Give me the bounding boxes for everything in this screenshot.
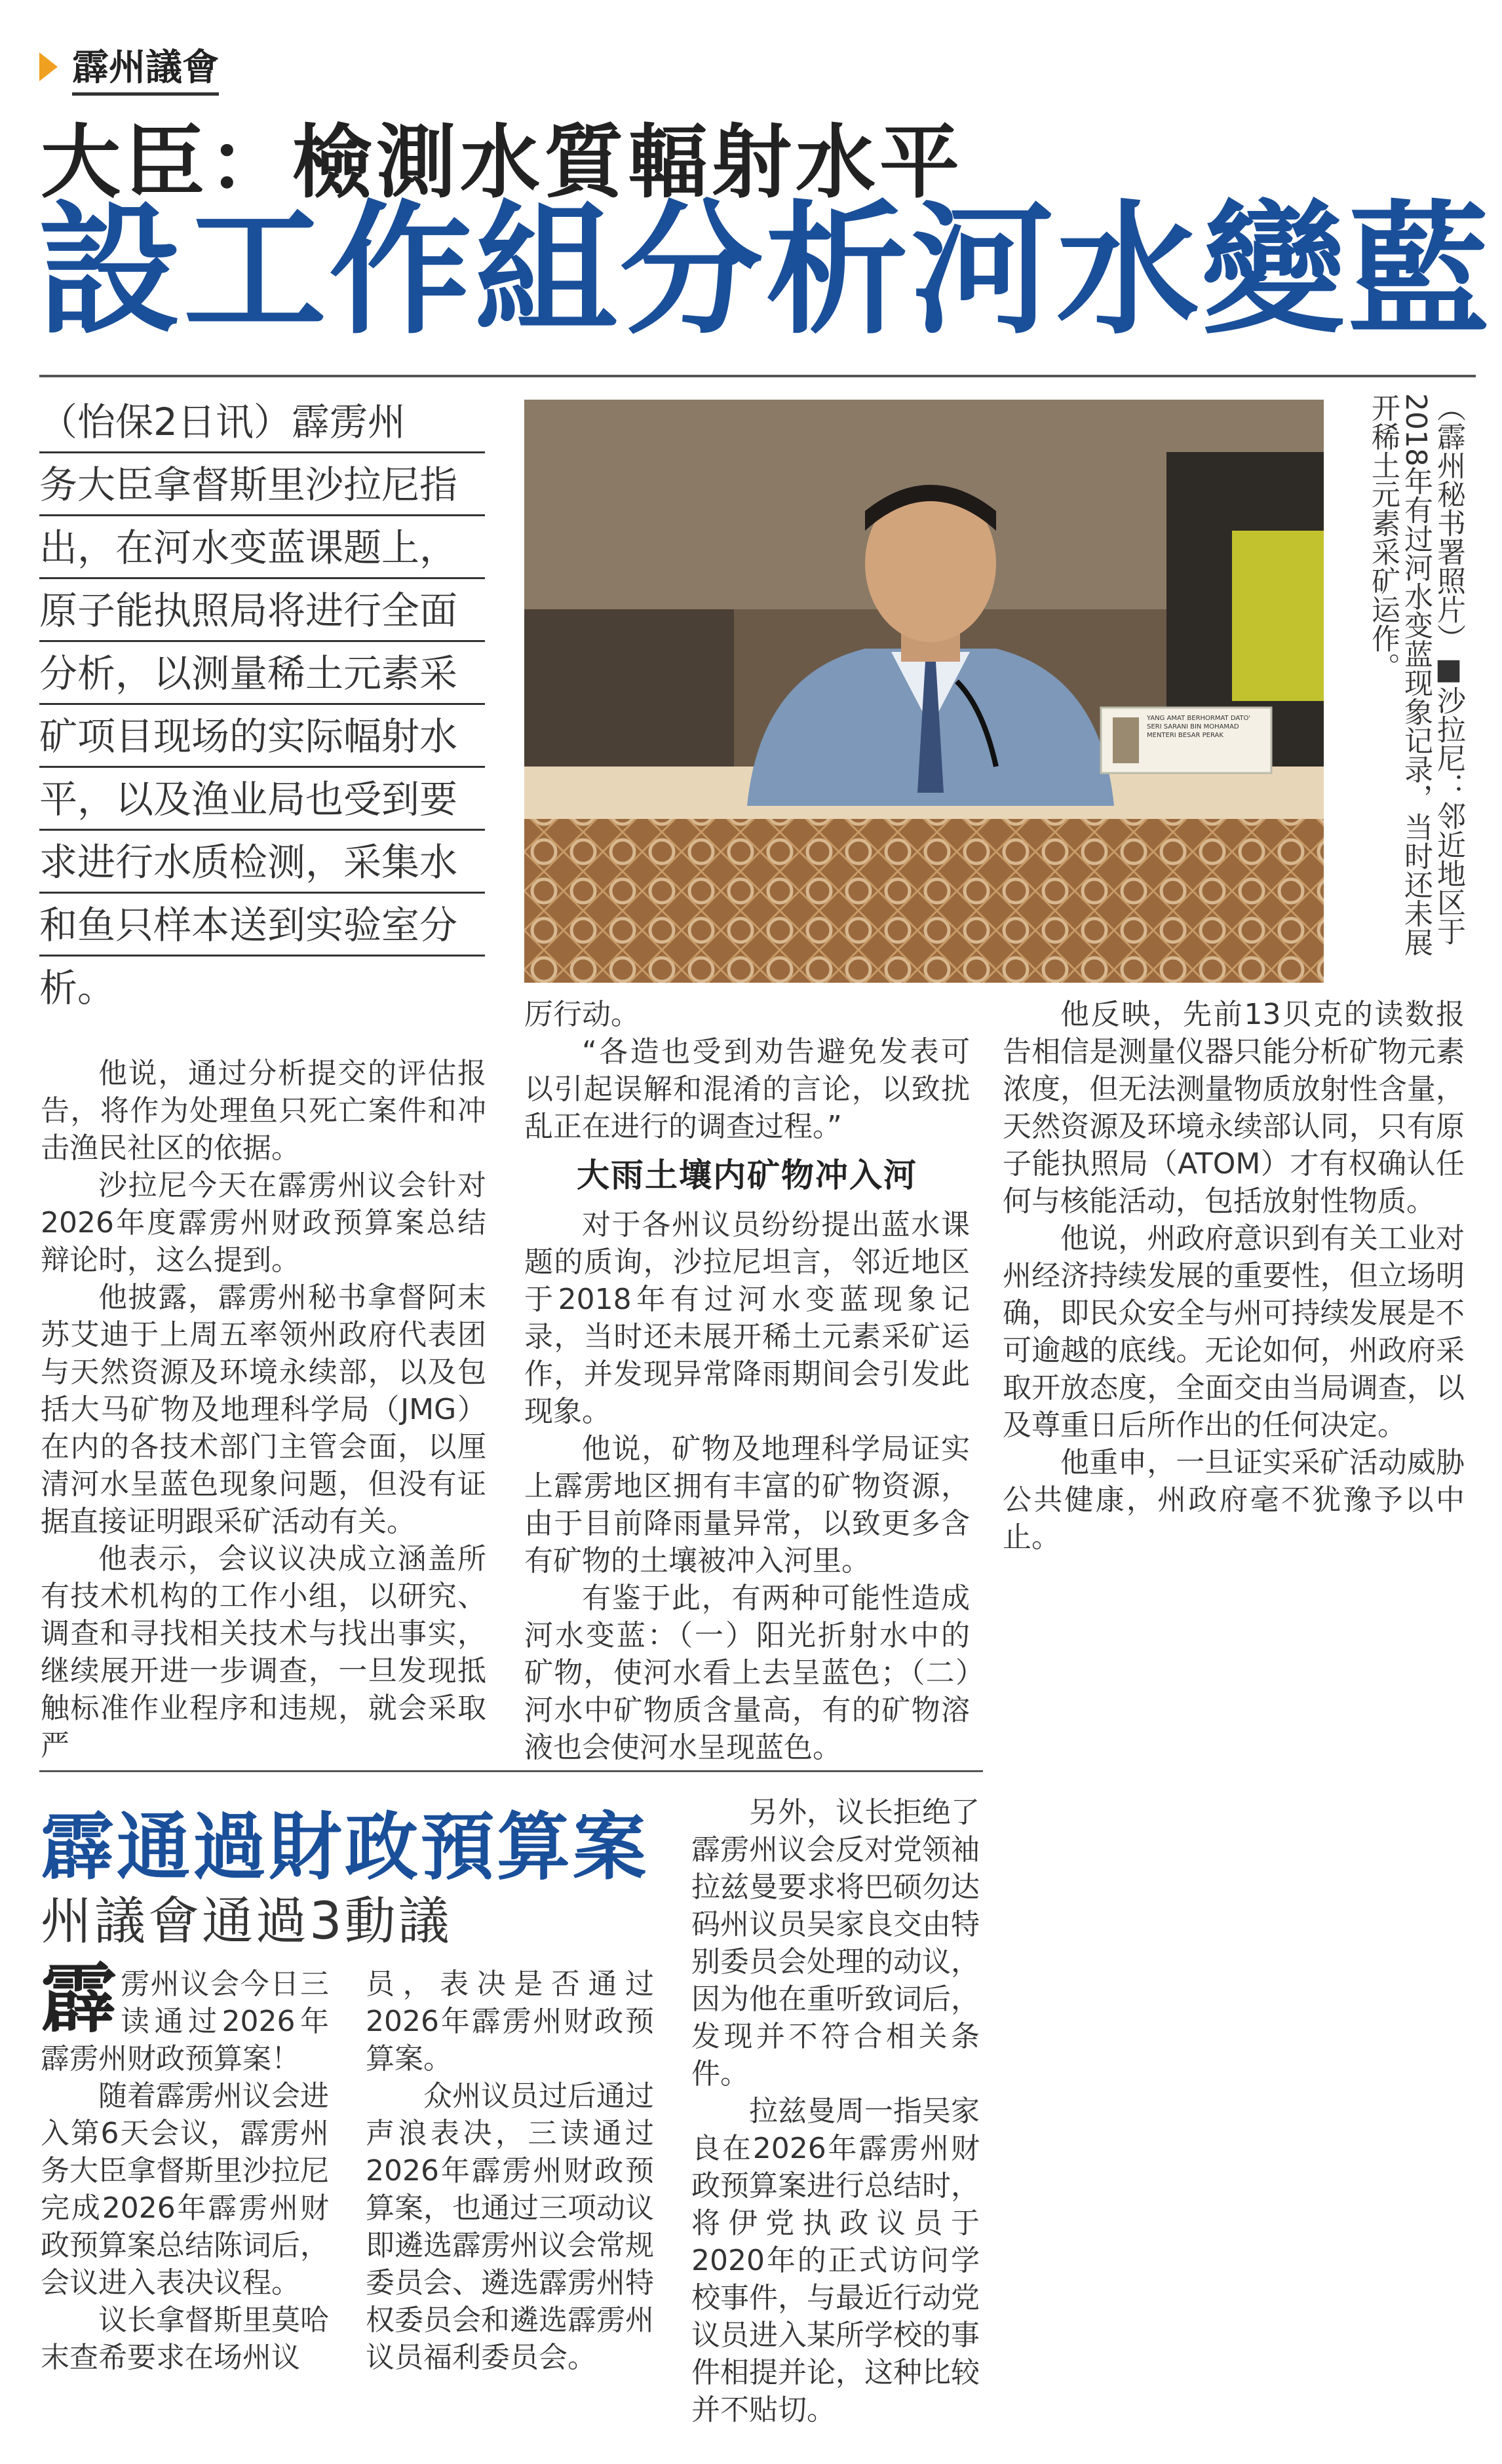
body-paragraph: 沙拉尼今天在霹雳州议会针对2026年度霹雳州财政预算案总结辩论时，这么提到。 bbox=[41, 1169, 486, 1277]
body-paragraph: “各造也受到劝告避免发表可以引起误解和混淆的言论，以致扰乱正在进行的调查过程。” bbox=[524, 1035, 970, 1143]
body-paragraph: 他说，州政府意识到有关工业对州经济持续发展的重要性，但立场明确，即民众安全与州可持续发展是不可逾越的底线。无论如何，州政府采取开放态度，全面交由当局调查，以及尊重日后所作出的任何决定。 bbox=[1003, 1222, 1465, 1442]
section2-subheadline: 州議會通過3動議 bbox=[41, 1892, 452, 1951]
section2-headline: 霹通過財政預算案 bbox=[41, 1805, 649, 1890]
body-paragraph: 有鉴于此，有两种可能性造成河水变蓝：（一）阳光折射水中的矿物，使河水看上去呈蓝色；（二）河水中矿物质含量高，有的矿物溶液也会使河水呈现蓝色。 bbox=[524, 1582, 970, 1764]
body-paragraph: 他重申，一旦证实采矿活动威胁公共健康，州政府毫不犹豫予以中止。 bbox=[1003, 1446, 1465, 1554]
body-column-1 bbox=[41, 1055, 486, 1764]
caption-text: ■沙拉尼：邻近地区于2018年有过河水变蓝现象记录，当时还未展开稀土元素采矿运作。 bbox=[1366, 393, 1465, 957]
lead-line: 务大臣拿督斯里沙拉尼指 bbox=[39, 453, 485, 516]
kicker-label: 霹州議會 bbox=[72, 39, 219, 96]
body-paragraph: 议长拿督斯里莫哈末查希要求在场州议 bbox=[41, 2303, 329, 2374]
article-photo bbox=[524, 400, 1324, 983]
lead-line: 矿项目现场的实际幅射水 bbox=[39, 705, 485, 768]
lead-line: 求进行水质检测，采集水 bbox=[39, 831, 485, 894]
photo-nameplate-text: YANG AMAT BERHORMAT DATO' SERI SARANI BIN MOHAMAD MENTERI BESAR PERAK bbox=[1147, 715, 1251, 739]
caption-source: （霹州秘书署照片） bbox=[1432, 393, 1465, 653]
body-paragraph: 他说，通过分析提交的评估报告，将作为处理鱼只死亡案件和冲击渔民社区的依据。 bbox=[41, 1057, 486, 1165]
body-paragraph: 他披露，霹雳州秘书拿督阿末苏艾迪于上周五率领州政府代表团与天然资源及环境永续部，以及包括大马矿物及地理科学局（JMG）在内的各技术部门主管会面，以厘清河水呈蓝色现象问题，但没有证据直接证明跟采矿活动有关。 bbox=[41, 1281, 486, 1538]
section2-column-3 bbox=[691, 1794, 980, 2429]
top-divider bbox=[39, 375, 1476, 377]
body-paragraph: 他说，矿物及地理科学局证实上霹雳地区拥有丰富的矿物资源，由于目前降雨量异常，以致更多含有矿物的土壤被冲入河里。 bbox=[524, 1432, 970, 1578]
article-subhead: 大臣：檢測水質輻射水平 bbox=[41, 116, 963, 209]
kicker-triangle-icon bbox=[39, 52, 58, 81]
lead-line: 和鱼只样本送到实验室分 bbox=[39, 894, 485, 957]
lead-line: 原子能执照局将进行全面 bbox=[39, 579, 485, 642]
lead-line: （怡保2日讯）霹雳州 bbox=[39, 390, 485, 453]
body-paragraph: 另外，议长拒绝了霹雳州议会反对党领袖拉兹曼要求将巴硕勿达码州议员吴家良交由特别委员会处理的动议，因为他在重听致词后，发现并不符合相关条件。 bbox=[691, 1796, 980, 2091]
body-paragraph: 员，表决是否通过2026年霹雳州财政预算案。 bbox=[366, 1967, 654, 2075]
section-divider bbox=[39, 1770, 983, 1772]
lead-paragraph bbox=[39, 390, 485, 1019]
body-paragraph: 众州议员过后通过声浪表决，三读通过2026年霹雳州财政预算案，也通过三项动议即遴选霹雳州议会常规委员会、遴选霹雳州特权委员会和遴选霹雳州议员福利委员会。 bbox=[366, 2079, 654, 2374]
photo-caption bbox=[1340, 393, 1465, 983]
section-kicker bbox=[39, 41, 219, 93]
lead-line: 平，以及渔业局也受到要 bbox=[39, 768, 485, 831]
drop-cap: 霹 bbox=[41, 1955, 117, 2043]
lead-line: 分析，以测量稀土元素采 bbox=[39, 642, 485, 705]
body-column-2 bbox=[524, 996, 970, 1766]
body-paragraph: 他表示，会议议决成立涵盖所有技术机构的工作小组，以研究、调查和寻找相关技术与找出事实，继续展开进一步调查，一旦发现抵触标准作业程序和违规，就会采取严 bbox=[41, 1542, 486, 1762]
article-headline: 設工作組分析河水變藍 bbox=[38, 188, 1493, 354]
lead-line: 出，在河水变蓝课题上， bbox=[39, 516, 485, 579]
body-column-3 bbox=[1003, 996, 1465, 1556]
section2-column-1 bbox=[41, 1955, 329, 2376]
lead-line: 析。 bbox=[39, 966, 116, 1010]
first-paragraph-text: 雳州议会今日三读通过2026年霹雳州财政预算案！ bbox=[41, 1967, 329, 2075]
body-paragraph: 厉行动。 bbox=[524, 998, 640, 1031]
section2-column-2 bbox=[366, 1965, 654, 2376]
body-subheading: 大雨土壤内矿物冲入河 bbox=[577, 1156, 917, 1194]
body-paragraph: 拉兹曼周一指吴家良在2026年霹雳州财政预算案进行总结时，将伊党执政议员于2020年的正式访问学校事件，与最近行动党议员进入某所学校的事件相提并论，这种比较并不贴切。 bbox=[691, 2094, 980, 2427]
body-paragraph bbox=[41, 1955, 329, 2077]
body-paragraph: 对于各州议员纷纷提出蓝水课题的质询，沙拉尼坦言，邻近地区于2018年有过河水变蓝现象记录，当时还未展开稀土元素采矿运作，并发现异常降雨期间会引发此现象。 bbox=[524, 1208, 970, 1428]
body-paragraph: 他反映，先前13贝克的读数报告相信是测量仪器只能分析矿物元素浓度，但无法测量物质放射性含量，天然资源及环境永续部认同，只有原子能执照局（ATOM）才有权确认任何与核能活动，包括放射性物质。 bbox=[1003, 998, 1465, 1218]
body-paragraph: 随着霹雳州议会进入第6天会议，霹雳州务大臣拿督斯里沙拉尼完成2026年霹雳州财政预算案总结陈词后，会议进入表决议程。 bbox=[41, 2079, 329, 2300]
